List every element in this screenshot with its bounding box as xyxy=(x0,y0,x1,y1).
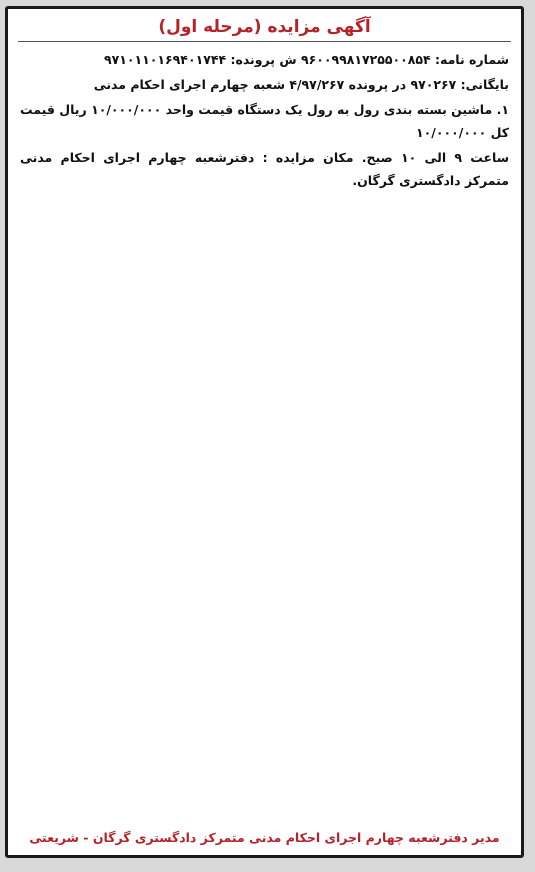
notice-body xyxy=(8,48,521,192)
notice-title: آگهی مزایده (مرحله اول) xyxy=(158,17,371,37)
notice-signature: مدیر دفترشعبه چهارم اجرای احکام مدنی متمرکز دادگستری گرگان - شریعتی xyxy=(29,830,500,845)
title-divider xyxy=(18,41,511,42)
paragraph: ۱. ماشین بسته بندی رول به رول یک دستگاه قیمت واحد ۱۰/۰۰۰/۰۰۰ ریال قیمت کل ۱۰/۰۰۰/۰۰۰ xyxy=(20,102,509,140)
auction-notice xyxy=(5,6,524,858)
paragraph: شماره نامه: ۹۶۰۰۹۹۸۱۷۲۵۵۰۰۸۵۴ ش پرونده: ۹۷۱۰۱۱۰۱۶۹۴۰۱۷۴۴ xyxy=(104,52,509,67)
paragraph: ساعت ۹ الی ۱۰ صبح. مکان مزایده : دفترشعبه چهارم اجرای احکام مدنی متمرکز دادگستری گرگان. xyxy=(20,150,510,188)
paragraph: بایگانی: ۹۷۰۲۶۷ در پرونده ۴/۹۷/۲۶۷ شعبه چهارم اجرای احکام مدنی xyxy=(93,77,509,92)
